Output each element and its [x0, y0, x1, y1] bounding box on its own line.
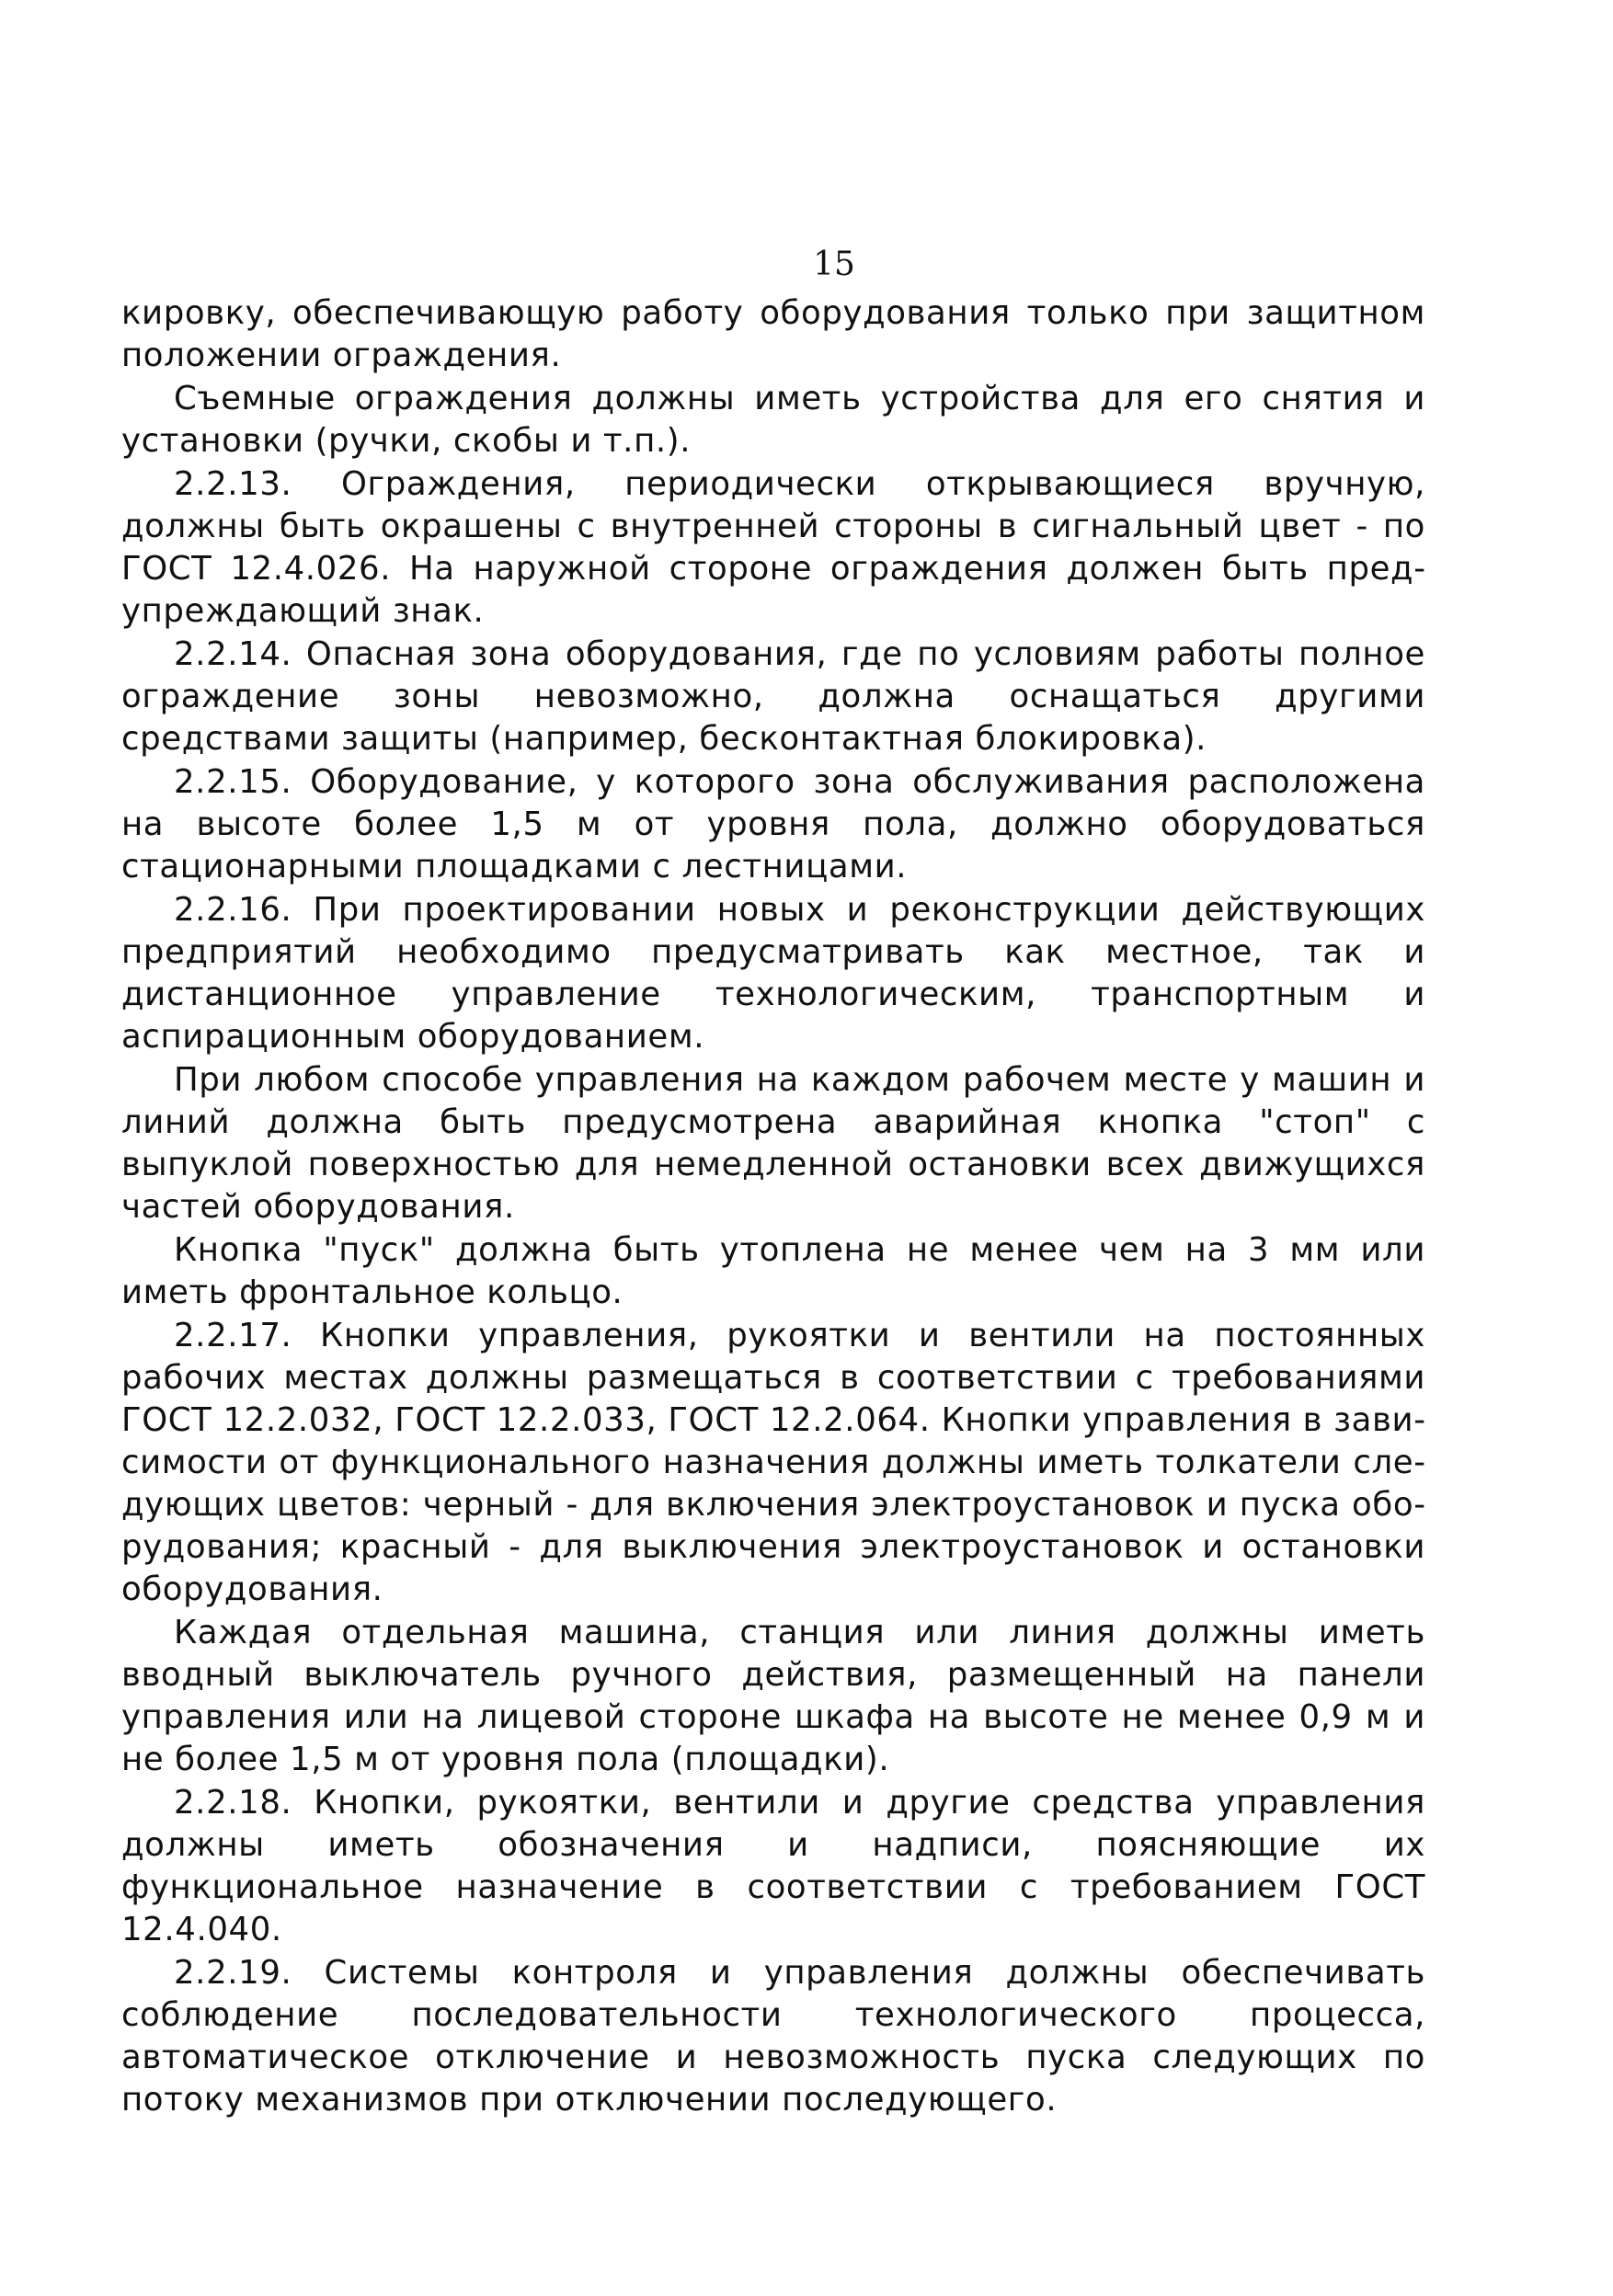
paragraph-2-2-14: 2.2.14. Опасная зона оборудования, где по условиям работы полное ограждение зоны невозможно, должна оснащаться другими средствами защиты (например, бесконтактная блокировка).	[121, 635, 1425, 758]
paragraph-continued: кировку, обеспечивающую работу оборудования только при защитном положении ограждения.	[121, 294, 1425, 374]
paragraph-input-switch: Каждая отдельная машина, станция или линия должны иметь вводный выключатель ручного действия, размещенный на панели управления или на лицевой стороне шкафа на высоте не менее 0,9 м и не более 1,5 м от уровня пола (площадки).	[121, 1614, 1425, 1778]
paragraph-2-2-15: 2.2.15. Оборудование, у которого зона обслуживания расположена на высоте более 1,5 м от уровня пола, должно оборудоваться стационарными площадками с лестницами.	[121, 763, 1425, 885]
paragraph-start-button: Кнопка "пуск" должна быть утоплена не менее чем на 3 мм или иметь фронтальное кольцо.	[121, 1231, 1425, 1311]
paragraph-emergency-stop: При любом способе управления на каждом рабочем месте у машин и линий должна быть предусмотрена аварийная кнопка "стоп" с выпуклой поверхностью для немедленной остановки всех движущихся частей оборудования.	[121, 1061, 1425, 1226]
page-number: 15	[813, 246, 855, 283]
paragraph-2-2-19: 2.2.19. Системы контроля и управления должны обеспечивать соблюдение последовательности технологического процесса, автоматическое отключение и невозможность пуска следующих по потоку механизмов при отключении последующего.	[121, 1954, 1425, 2119]
paragraph-removable-guards: Съемные ограждения должны иметь устройства для его снятия и установки (ручки, скобы и т.п.).	[121, 380, 1425, 460]
paragraph-2-2-13: 2.2.13. Ограждения, периодически открывающиеся вручную, должны быть окрашены с внутренней стороны в сигнальный цвет - по ГОСТ 12.4.026. На наружной стороне ограждения должен быть предупреждающий знак.	[121, 465, 1425, 630]
paragraph-2-2-17: 2.2.17. Кнопки управления, рукоятки и вентили на постоянных рабочих местах должны размещаться в соответствии с требованиями ГОСТ 12.2.032, ГОСТ 12.2.033, ГОСТ 12.2.064. Кнопки управления в зависимости от функционального назначения должны иметь толкатели следующих цветов: черный - для включения электроустановок и пуска оборудования; красный - для выключения электроустановок и остановки оборудования.	[121, 1317, 1425, 1608]
paragraph-2-2-16: 2.2.16. При проектировании новых и реконструкции действующих предприятий необходимо предусматривать как местное, так и дистанционное управление технологическим, транспортным и аспирационным оборудованием.	[121, 891, 1425, 1056]
paragraph-2-2-18: 2.2.18. Кнопки, рукоятки, вентили и другие средства управления должны иметь обозначения и надписи, поясняющие их функциональное назначение в соответствии с требованием ГОСТ 12.4.040.	[121, 1784, 1425, 1948]
page-body	[121, 292, 1425, 2122]
